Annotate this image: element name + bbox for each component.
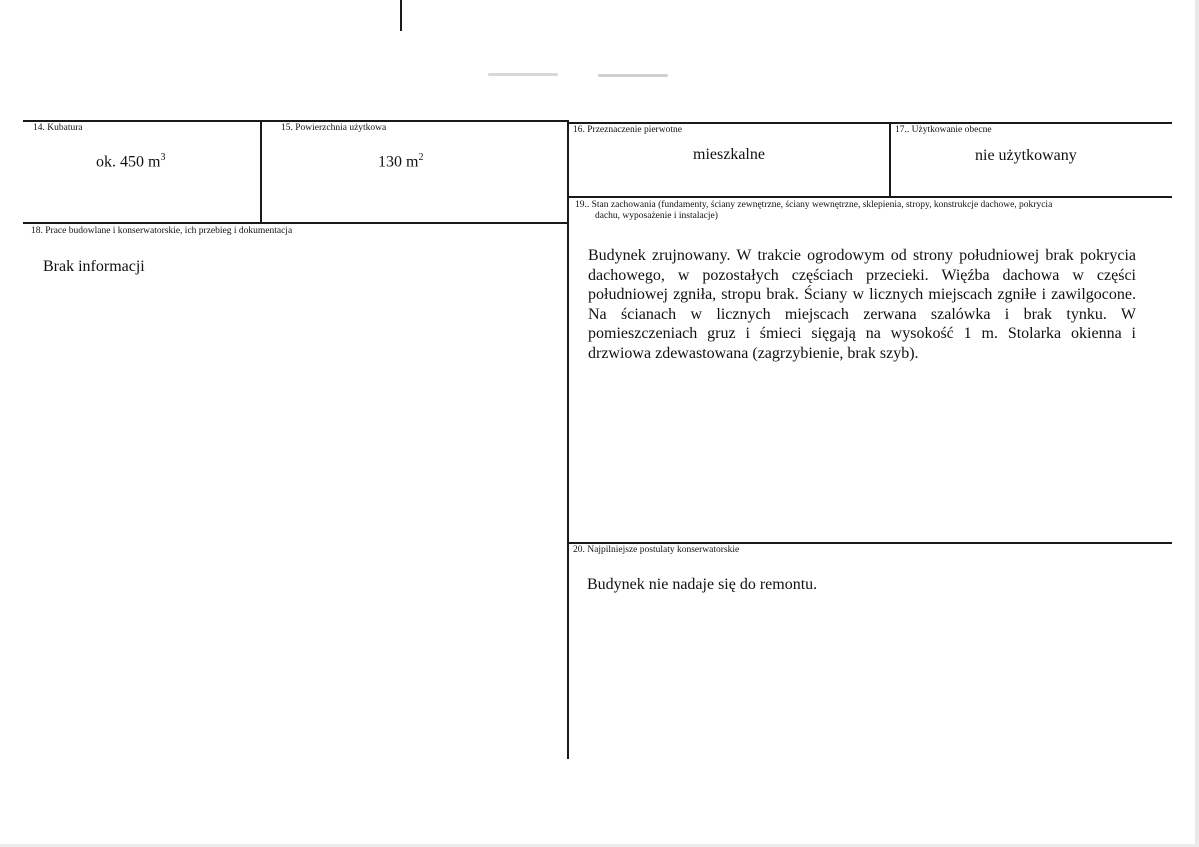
field-15-label: 15. Powierzchnia użytkowa — [281, 123, 387, 133]
field-19-label-line2: dachu, wyposażenie i instalacje) — [595, 211, 718, 221]
field-15-value-exponent: 2 — [418, 152, 424, 163]
field-15-value — [378, 152, 423, 171]
scan-smudge — [488, 73, 558, 76]
scan-smudge — [598, 74, 668, 77]
field-17-label: 17.. Użytkowanie obecne — [895, 125, 992, 135]
field-19-label-line1: 19.. Stan zachowania (fundamenty, ściany zewnętrzne, ściany wewnętrzne, sklepienia, stropy, konstrukcje dachowe, pokrycia — [575, 200, 1053, 210]
field-19-label — [575, 200, 1052, 222]
rule-row-19 — [569, 196, 1172, 198]
scan-edge — [1195, 0, 1199, 847]
field-14-value — [96, 152, 165, 171]
rule-row-18 — [23, 222, 569, 224]
field-14-value-text: ok. 450 m — [96, 153, 161, 171]
field-16-value: mieszkalne — [693, 146, 765, 163]
field-18-label: 18. Prace budowlane i konserwatorskie, ich przebieg i dokumentacja — [31, 226, 293, 236]
field-20-label: 20. Najpilniejsze postulaty konserwatorskie — [573, 545, 740, 555]
field-14-label: 14. Kubatura — [33, 123, 83, 133]
rule-divider-14-15 — [260, 120, 262, 224]
rule-top-right — [569, 122, 1172, 124]
rule-divider-16-17 — [889, 122, 891, 197]
rule-top-left — [23, 120, 569, 122]
field-20-value: Budynek nie nadaje się do remontu. — [587, 576, 818, 593]
rule-center-divider — [567, 122, 569, 759]
top-tick-mark — [400, 0, 402, 31]
field-19-value: Budynek zrujnowany. W trakcie ogrodowym od strony południowej brak pokrycia dachowego, w pozostałych częściach przecieki. Więźba dachowa w części południowej zgniła, stropu brak. Ściany w licznych miejscach zgniłe i zawilgocone. Na ścianach w licznych miejscach zerwana szalówka i brak tynku. W pomieszczeniach gruz i śmieci sięgają na wysokość 1 m. Stolarka okienna i drzwiowa zdewastowana (zagrzybienie, brak szyb). — [588, 247, 1136, 362]
field-15-value-text: 130 m — [378, 153, 419, 171]
field-16-label: 16. Przeznaczenie pierwotne — [573, 125, 682, 135]
rule-row-20 — [569, 542, 1172, 544]
field-17-value: nie użytkowany — [975, 147, 1077, 164]
field-18-value: Brak informacji — [43, 258, 145, 275]
field-14-value-exponent: 3 — [160, 152, 166, 163]
